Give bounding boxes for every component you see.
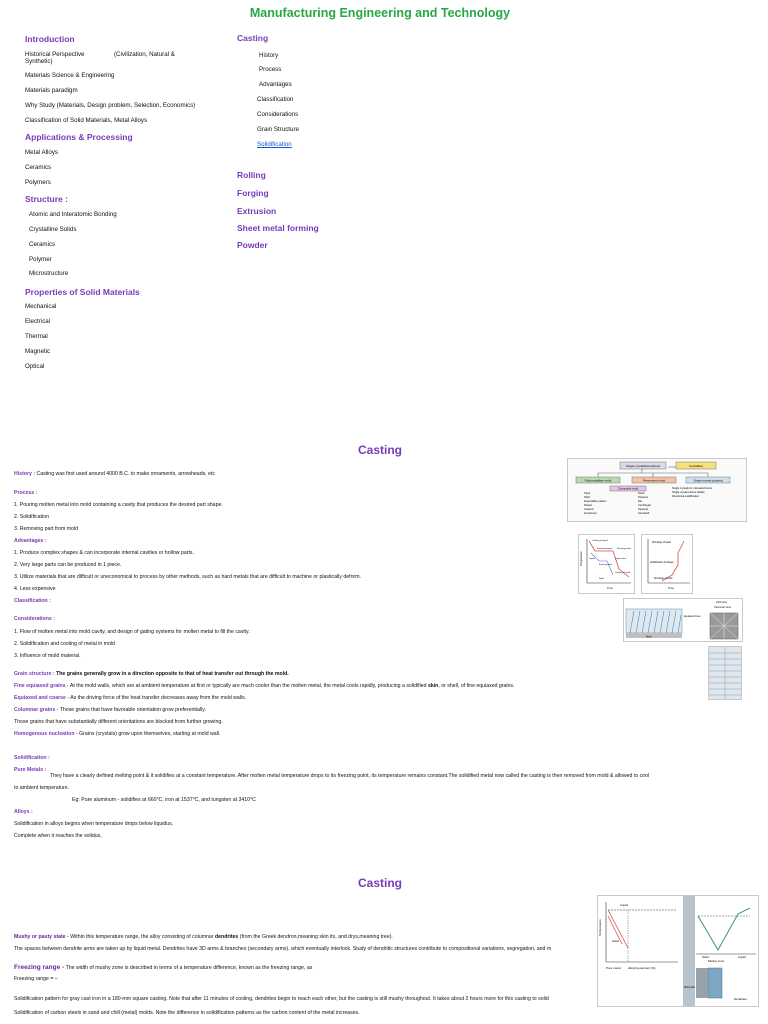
process-item: 3. Removing part from mold xyxy=(14,526,79,532)
homogenous-line: Homogenous nucleation - Grains (crystals) grow upon themselves, starting at mold wall. xyxy=(14,731,221,737)
pure-metals-label: Pure Metals : xyxy=(14,767,47,773)
svg-text:Solid: Solid xyxy=(599,578,604,580)
svg-text:Liquid: Liquid xyxy=(620,903,629,907)
advantages-item: 2. Very large parts can be produced in 1 piece. xyxy=(14,562,122,568)
svg-text:Temperature: Temperature xyxy=(598,919,602,936)
svg-text:Semisolid: Semisolid xyxy=(638,512,650,515)
page1-title: Manufacturing Engineering and Technology xyxy=(249,6,511,20)
svg-text:Directional solidification: Directional solidification xyxy=(672,495,700,498)
svg-text:Solid: Solid xyxy=(612,939,619,943)
page2-title: Casting xyxy=(357,443,402,457)
toc-item[interactable]: Materials paradigm xyxy=(25,87,78,94)
columnar-casting-image xyxy=(708,646,742,700)
svg-text:Centrifugal: Centrifugal xyxy=(638,504,651,507)
history-line: History : Casting was first used around 4000 B.C. to make ornaments, arrowheads, etc xyxy=(14,471,215,477)
toc-item[interactable]: Atomic and Interatomic Bonding xyxy=(29,211,117,218)
svg-text:Shrinkage of liquid: Shrinkage of liquid xyxy=(652,542,671,544)
flowchart-top-right: Crystalline xyxy=(688,464,704,468)
svg-text:Time: Time xyxy=(607,587,613,590)
svg-text:Freezing time: Freezing time xyxy=(599,564,613,566)
toc-item[interactable]: Metal Alloys xyxy=(25,149,59,156)
alloys-text-2: Complete when it reaches the solidus, xyxy=(14,833,102,839)
columnar-line: Columnar grains - Those grains that have favorable orientation grow preferentially. xyxy=(14,707,206,713)
svg-text:Pressure: Pressure xyxy=(638,496,649,499)
svg-text:Squeeze: Squeeze xyxy=(638,508,649,511)
dendrite-line: The spaces between dendrite arms are taken up by liquid metal. Dendrites have 3D arms & branches (secondary arms), which eventually interlock. Study of dendritic structures contribute to compositional variations, segregation, and m xyxy=(14,946,552,952)
svg-text:Mold wall: Mold wall xyxy=(684,986,695,989)
toc-item[interactable]: Why Study (Materials, Design problem, Selection, Economics) xyxy=(25,102,196,109)
svg-text:Mold: Mold xyxy=(646,635,652,639)
toc-item[interactable]: Ceramics xyxy=(29,241,56,248)
svg-text:Cooling of solid: Cooling of solid xyxy=(615,572,630,574)
svg-text:Chill zone: Chill zone xyxy=(716,601,727,604)
svg-text:Freezing ends: Freezing ends xyxy=(617,548,631,550)
toc-item[interactable]: Mechanical xyxy=(25,303,57,310)
svg-text:Ceramic: Ceramic xyxy=(584,508,594,511)
heading-forging[interactable]: Forging xyxy=(237,188,269,198)
toc-item[interactable]: Process xyxy=(259,66,282,73)
svg-text:Liquid: Liquid xyxy=(589,558,595,560)
shrinkage-curve-figure xyxy=(641,534,693,594)
svg-text:Solid: Solid xyxy=(702,955,709,959)
pattern-line: Solidification pattern for gray cast iron in a 180-mm square casting. Note that after 11 minutes of cooling, dendrites begin to reach each other, but the casting is still mushy throughout. It takes about 2 hours more for this casting to solid xyxy=(14,996,549,1002)
toc-item[interactable]: Historical Perspective xyxy=(25,51,85,58)
svg-text:Cooling of liquid: Cooling of liquid xyxy=(592,540,608,542)
toc-item[interactable]: Considerations xyxy=(257,111,299,118)
grain-structure-line: Grain structure : The grains generally grow in a direction opposite to that of heat transfer out through the mold. xyxy=(14,671,289,677)
toc-item[interactable]: Magnetic xyxy=(25,348,51,355)
advantages-item: 3. Utilize materials that are difficult or uneconomical to process by other methods, such as hard metals that are difficult to machine or plastically deform. xyxy=(14,574,361,580)
toc-item[interactable]: Advantages xyxy=(259,81,292,88)
considerations-item: 1. Flow of molten metal into mold cavity, and design of gating systems for molten metal to fill the cavity. xyxy=(14,629,250,635)
svg-text:Slush: Slush xyxy=(638,492,645,495)
toc-item[interactable]: History xyxy=(259,52,279,59)
svg-text:Solidification shrinkage: Solidification shrinkage xyxy=(650,562,674,564)
alloys-label: Alloys : xyxy=(14,809,33,815)
cooling-curve-figure xyxy=(578,534,635,594)
svg-text:Temperature: Temperature xyxy=(580,551,583,566)
mushy-line: Mushy or pasty state - Within this temperature range, the alloy consisting of columnar dendrites (from the Greek dendron,meaning skin its, and drys,meaning tree). xyxy=(14,934,393,940)
svg-text:Pure metal: Pure metal xyxy=(606,966,621,970)
toc-item[interactable]: Thermal xyxy=(25,333,48,340)
svg-text:Shrinkage of solid: Shrinkage of solid xyxy=(654,578,673,580)
svg-text:Expendable pattern: Expendable pattern xyxy=(584,500,607,503)
process-item: 1. Pouring molten metal into mold containing a cavity that produces the desired part shape. xyxy=(14,502,223,508)
heading-extrusion[interactable]: Extrusion xyxy=(237,206,277,216)
phase-diagram-figure xyxy=(597,895,759,1007)
svg-text:Investment: Investment xyxy=(584,512,597,515)
flowchart-box: Single-crystal growing xyxy=(693,478,723,483)
casting-process-flowchart xyxy=(567,458,747,522)
heading-properties[interactable]: Properties of Solid Materials xyxy=(25,287,140,297)
heading-rolling[interactable]: Rolling xyxy=(237,170,266,180)
svg-text:Latent heat: Latent heat xyxy=(615,558,626,560)
process-item: 2. Solidification xyxy=(14,514,49,520)
toc-item[interactable]: Electrical xyxy=(25,318,51,325)
advantages-label: Advantages : xyxy=(14,538,47,544)
carbon-line: Solidification of carbon steels in sand and chill (metal) molds. Note the difference in solidification patterns as the carbon content of the metal increases. xyxy=(14,1010,360,1016)
heading-applications[interactable]: Applications & Processing xyxy=(25,132,133,142)
toc-item[interactable]: (Civilization, Natural & xyxy=(114,51,175,58)
heading-introduction[interactable]: Introduction xyxy=(25,34,75,44)
advantages-item: 4. Less expensive xyxy=(14,586,56,592)
heading-powder[interactable]: Powder xyxy=(237,240,268,250)
pure-metals-text-2: to ambient temperature. xyxy=(14,785,70,791)
svg-text:Alloying element (%): Alloying element (%) xyxy=(628,966,656,970)
svg-text:Mushy zone: Mushy zone xyxy=(708,959,725,963)
svg-text:Sand: Sand xyxy=(584,492,591,495)
toc-item[interactable]: Materials Science & Engineering xyxy=(25,72,115,79)
svg-text:Columnar zone: Columnar zone xyxy=(714,606,731,609)
svg-text:Time: Time xyxy=(668,587,674,590)
equiaxed-line: Equiaxed and coarse - As the driving force of the heat transfer decreases away from the mold walls. xyxy=(14,695,247,701)
alloys-text: Solidification in alloys begins when temperature drops below liquidus, xyxy=(14,821,174,827)
heading-structure[interactable]: Structure : xyxy=(25,194,68,204)
toc-item[interactable]: Microstructure xyxy=(29,270,69,277)
svg-text:Equiaxed zone: Equiaxed zone xyxy=(684,615,701,618)
toc-item[interactable]: Polymer xyxy=(29,256,52,263)
process-label: Process : xyxy=(14,490,38,496)
toc-item[interactable]: Optical xyxy=(25,363,45,370)
toc-item[interactable]: Ceramics xyxy=(25,164,52,171)
svg-text:Die: Die xyxy=(638,500,642,503)
columnar-line-2: Those grains that have substantially different orientations are blocked from further growing. xyxy=(14,719,223,725)
considerations-item: 3. Influence of mold material. xyxy=(14,653,81,659)
svg-text:Dendrites: Dendrites xyxy=(734,997,747,1001)
toc-item[interactable]: Synthetic) xyxy=(25,58,53,65)
flowchart-box: Permanent mold xyxy=(642,478,666,483)
svg-text:Liquid: Liquid xyxy=(738,955,747,959)
considerations-label: Considerations : xyxy=(14,616,55,622)
flowchart-top-left: Single-crystal/Amorphous xyxy=(625,464,661,468)
heading-sheet-metal[interactable]: Sheet metal forming xyxy=(237,223,319,233)
fine-grains-line: Fine equiaxed grains - At the mold walls, which are at ambient temperature at first or typically are much cooler than the molten metal, the metal cools rapidly, producing a solidified skin, or shell, of fine equiaxed grains. xyxy=(14,683,515,689)
solidification-label: Solidification : xyxy=(14,755,50,761)
classification-label: Classification : xyxy=(14,598,51,604)
svg-text:Plaster: Plaster xyxy=(584,504,593,507)
toc-item[interactable]: Grain Structure xyxy=(257,126,299,133)
heading-casting[interactable]: Casting xyxy=(237,33,269,43)
toc-item[interactable]: Polymers xyxy=(25,179,51,186)
solidification-link[interactable]: Solidification xyxy=(257,141,292,148)
pure-metals-text: They have a clearly defined melting point & it solidifies at a constant temperature. After molten metal temperature drops to its freezing point, its temperature remains constant.The solidified metal now called the casting is then removed from mold & allowed to cool xyxy=(50,773,650,779)
svg-text:Single-crystal turbine blades: Single-crystal turbine blades xyxy=(672,491,705,494)
flowchart-box: Polycrystalline mold xyxy=(584,478,612,483)
advantages-item: 1. Produce complex shapes & can incorporate internal cavities or hollow parts. xyxy=(14,550,194,556)
considerations-item: 2. Solidification and cooling of metal in mold xyxy=(14,641,115,647)
svg-text:Freezing begins: Freezing begins xyxy=(597,548,613,550)
flowchart-sub: Composite mold xyxy=(617,486,639,491)
grain-structure-figure xyxy=(623,598,743,642)
pure-metals-example: Eg: Pure aluminum - solidifies at 660°C, iron at 1537°C, and tungsten at 3410°C xyxy=(72,797,256,803)
page3-title: Casting xyxy=(357,876,402,890)
svg-text:Shell: Shell xyxy=(584,496,590,499)
toc-item[interactable]: Classification xyxy=(257,96,294,103)
freezing-equation: Freezing range = – xyxy=(14,976,58,982)
toc-item[interactable]: Classification of Solid Materials, Metal Alloys xyxy=(25,117,148,124)
freezing-line: Freezing range - The width of mushy zone is described in terms of a temperature difference, known as the freezing range, as xyxy=(14,964,313,971)
toc-item[interactable]: Crystalline Solids xyxy=(29,226,77,233)
svg-text:Single crystals for microelect: Single crystals for microelectronics xyxy=(672,487,712,490)
